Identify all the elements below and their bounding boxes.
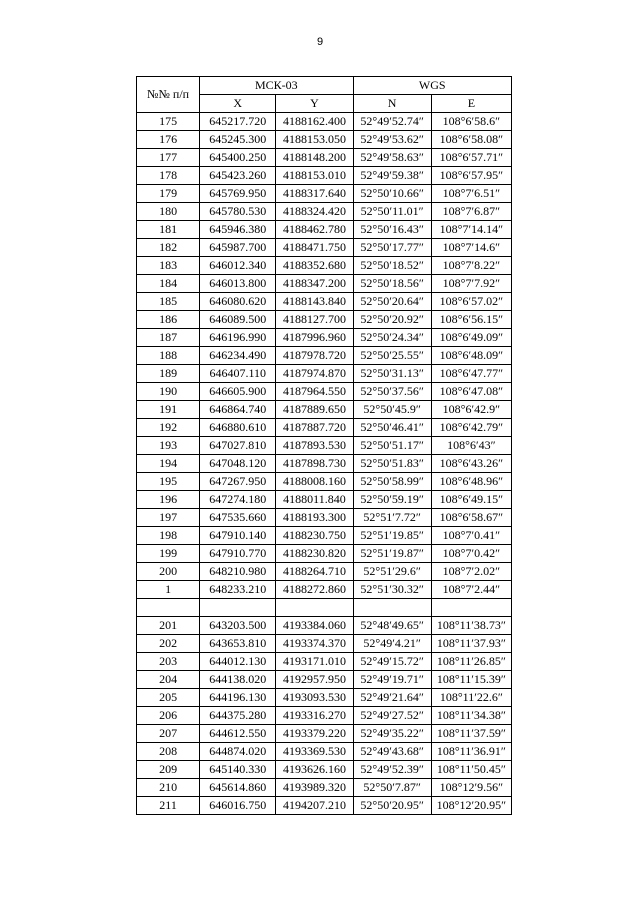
cell-e: 108°7′0.42″ xyxy=(431,545,511,563)
cell-n: 52°50′59.19″ xyxy=(353,491,431,509)
cell-num: 197 xyxy=(137,509,200,527)
cell-num: 176 xyxy=(137,131,200,149)
cell-y: 4193626.160 xyxy=(276,761,353,779)
cell-y: 4188230.750 xyxy=(276,527,353,545)
cell-n: 52°50′10.66″ xyxy=(353,185,431,203)
cell-n: 52°49′4.21″ xyxy=(353,635,431,653)
cell-x: 646605.900 xyxy=(200,383,276,401)
table-row xyxy=(137,797,512,815)
cell-e: 108°7′14.14″ xyxy=(431,221,511,239)
cell-y: 4188008.160 xyxy=(276,473,353,491)
cell-n: 52°51′29.6″ xyxy=(353,563,431,581)
cell-num: 180 xyxy=(137,203,200,221)
cell-n: 52°51′30.32″ xyxy=(353,581,431,599)
cell-num: 177 xyxy=(137,149,200,167)
cell-x: 647274.180 xyxy=(200,491,276,509)
table-row xyxy=(137,779,512,797)
cell-e: 108°6′47.77″ xyxy=(431,365,511,383)
header-group-msk: МСК-03 xyxy=(200,77,353,95)
cell-e: 108°6′58.67″ xyxy=(431,509,511,527)
cell-e: 108°11′15.39″ xyxy=(431,671,511,689)
cell-y: 4188011.840 xyxy=(276,491,353,509)
cell-num: 188 xyxy=(137,347,200,365)
cell-n: 52°51′19.85″ xyxy=(353,527,431,545)
cell-x: 645400.250 xyxy=(200,149,276,167)
cell-n: 52°50′51.83″ xyxy=(353,455,431,473)
cell-e: 108°6′48.09″ xyxy=(431,347,511,365)
cell-n: 52°50′25.55″ xyxy=(353,347,431,365)
cell-e: 108°6′57.02″ xyxy=(431,293,511,311)
cell-e: 108°11′50.45″ xyxy=(431,761,511,779)
cell-y: 4187889.650 xyxy=(276,401,353,419)
cell-n: 52°49′58.63″ xyxy=(353,149,431,167)
cell-y: 4193171.010 xyxy=(276,653,353,671)
cell-num: 1 xyxy=(137,581,200,599)
cell-n: 52°49′35.22″ xyxy=(353,725,431,743)
table-row xyxy=(137,671,512,689)
cell-e: 108°7′6.51″ xyxy=(431,185,511,203)
cell-x: 646089.500 xyxy=(200,311,276,329)
cell-e: 108°7′0.41″ xyxy=(431,527,511,545)
cell-x: 647910.140 xyxy=(200,527,276,545)
cell-x: 648233.210 xyxy=(200,581,276,599)
cell-e: 108°7′2.02″ xyxy=(431,563,511,581)
cell-y: 4188148.200 xyxy=(276,149,353,167)
cell-y: 4188153.050 xyxy=(276,131,353,149)
table-row xyxy=(137,617,512,635)
table-row xyxy=(137,185,512,203)
cell-num: 206 xyxy=(137,707,200,725)
cell-x: 645946.380 xyxy=(200,221,276,239)
cell-e: 108°6′43″ xyxy=(431,437,511,455)
cell-y: 4187887.720 xyxy=(276,419,353,437)
cell-num: 203 xyxy=(137,653,200,671)
table-row xyxy=(137,131,512,149)
cell-x: 644612.550 xyxy=(200,725,276,743)
cell-x: 647267.950 xyxy=(200,473,276,491)
cell-num: 202 xyxy=(137,635,200,653)
cell-y: 4188272.860 xyxy=(276,581,353,599)
cell-x: 645769.950 xyxy=(200,185,276,203)
cell-n: 52°50′20.64″ xyxy=(353,293,431,311)
cell-e xyxy=(431,599,511,617)
cell-e: 108°7′6.87″ xyxy=(431,203,511,221)
cell-n: 52°50′24.34″ xyxy=(353,329,431,347)
cell-n: 52°49′15.72″ xyxy=(353,653,431,671)
cell-num: 207 xyxy=(137,725,200,743)
cell-num: 191 xyxy=(137,401,200,419)
cell-num: 201 xyxy=(137,617,200,635)
cell-x: 645217.720 xyxy=(200,113,276,131)
cell-y: 4193379.220 xyxy=(276,725,353,743)
cell-x: 646407.110 xyxy=(200,365,276,383)
table-row xyxy=(137,203,512,221)
cell-num xyxy=(137,599,200,617)
cell-e: 108°12′9.56″ xyxy=(431,779,511,797)
cell-e: 108°11′26.85″ xyxy=(431,653,511,671)
cell-x: 647535.660 xyxy=(200,509,276,527)
table-row xyxy=(137,689,512,707)
cell-y: 4187893.530 xyxy=(276,437,353,455)
cell-n: 52°50′17.77″ xyxy=(353,239,431,257)
table-row xyxy=(137,581,512,599)
cell-y: 4188347.200 xyxy=(276,275,353,293)
cell-n: 52°50′20.95″ xyxy=(353,797,431,815)
cell-y: 4188230.820 xyxy=(276,545,353,563)
cell-num: 192 xyxy=(137,419,200,437)
table-row xyxy=(137,257,512,275)
cell-n: 52°50′51.17″ xyxy=(353,437,431,455)
cell-x: 645140.330 xyxy=(200,761,276,779)
cell-e: 108°6′48.96″ xyxy=(431,473,511,491)
cell-y: 4187964.550 xyxy=(276,383,353,401)
cell-e: 108°6′42.79″ xyxy=(431,419,511,437)
cell-num: 199 xyxy=(137,545,200,563)
cell-e: 108°6′58.6″ xyxy=(431,113,511,131)
cell-n: 52°49′52.39″ xyxy=(353,761,431,779)
table-row xyxy=(137,455,512,473)
header-e: E xyxy=(431,95,511,113)
table-row xyxy=(137,275,512,293)
table-row xyxy=(137,545,512,563)
cell-y xyxy=(276,599,353,617)
cell-x: 646016.750 xyxy=(200,797,276,815)
cell-x: 646196.990 xyxy=(200,329,276,347)
table-row xyxy=(137,311,512,329)
cell-num: 205 xyxy=(137,689,200,707)
cell-x: 646013.800 xyxy=(200,275,276,293)
table-row xyxy=(137,473,512,491)
cell-x: 644375.280 xyxy=(200,707,276,725)
table-row xyxy=(137,653,512,671)
table-row xyxy=(137,419,512,437)
cell-e: 108°6′42.9″ xyxy=(431,401,511,419)
cell-num: 187 xyxy=(137,329,200,347)
cell-n: 52°50′46.41″ xyxy=(353,419,431,437)
cell-y: 4187996.960 xyxy=(276,329,353,347)
table-row xyxy=(137,437,512,455)
table-row xyxy=(137,383,512,401)
cell-e: 108°6′49.09″ xyxy=(431,329,511,347)
cell-y: 4188462.780 xyxy=(276,221,353,239)
table-row xyxy=(137,509,512,527)
cell-n: 52°50′37.56″ xyxy=(353,383,431,401)
cell-x xyxy=(200,599,276,617)
cell-num: 175 xyxy=(137,113,200,131)
cell-n: 52°50′31.13″ xyxy=(353,365,431,383)
cell-n: 52°49′59.38″ xyxy=(353,167,431,185)
cell-y: 4193384.060 xyxy=(276,617,353,635)
cell-x: 644874.020 xyxy=(200,743,276,761)
cell-n: 52°50′45.9″ xyxy=(353,401,431,419)
cell-n: 52°49′52.74″ xyxy=(353,113,431,131)
cell-n: 52°50′20.92″ xyxy=(353,311,431,329)
cell-e: 108°6′58.08″ xyxy=(431,131,511,149)
cell-x: 646880.610 xyxy=(200,419,276,437)
table-header xyxy=(137,77,512,113)
header-n: N xyxy=(353,95,431,113)
cell-num: 198 xyxy=(137,527,200,545)
cell-e: 108°11′38.73″ xyxy=(431,617,511,635)
cell-e: 108°7′7.92″ xyxy=(431,275,511,293)
cell-num: 186 xyxy=(137,311,200,329)
cell-e: 108°6′49.15″ xyxy=(431,491,511,509)
cell-e: 108°11′34.38″ xyxy=(431,707,511,725)
cell-e: 108°7′8.22″ xyxy=(431,257,511,275)
table-row xyxy=(137,725,512,743)
cell-e: 108°6′56.15″ xyxy=(431,311,511,329)
table-row xyxy=(137,491,512,509)
cell-num: 211 xyxy=(137,797,200,815)
cell-x: 646864.740 xyxy=(200,401,276,419)
table-row xyxy=(137,329,512,347)
table-row xyxy=(137,293,512,311)
cell-y: 4188127.700 xyxy=(276,311,353,329)
table-row xyxy=(137,599,512,617)
table-row xyxy=(137,113,512,131)
cell-y: 4187974.870 xyxy=(276,365,353,383)
cell-e: 108°11′36.91″ xyxy=(431,743,511,761)
cell-x: 645987.700 xyxy=(200,239,276,257)
cell-n: 52°49′53.62″ xyxy=(353,131,431,149)
cell-n: 52°51′19.87″ xyxy=(353,545,431,563)
cell-x: 646012.340 xyxy=(200,257,276,275)
cell-y: 4188471.750 xyxy=(276,239,353,257)
cell-y: 4193374.370 xyxy=(276,635,353,653)
header-group-wgs: WGS xyxy=(353,77,511,95)
cell-num: 194 xyxy=(137,455,200,473)
cell-num: 210 xyxy=(137,779,200,797)
cell-num: 204 xyxy=(137,671,200,689)
cell-n: 52°48′49.65″ xyxy=(353,617,431,635)
table-row xyxy=(137,239,512,257)
cell-num: 209 xyxy=(137,761,200,779)
cell-x: 643203.500 xyxy=(200,617,276,635)
cell-num: 179 xyxy=(137,185,200,203)
cell-x: 645423.260 xyxy=(200,167,276,185)
cell-num: 178 xyxy=(137,167,200,185)
table-row xyxy=(137,635,512,653)
cell-e: 108°6′47.08″ xyxy=(431,383,511,401)
header-x: X xyxy=(200,95,276,113)
cell-y: 4188352.680 xyxy=(276,257,353,275)
cell-num: 181 xyxy=(137,221,200,239)
cell-y: 4193369.530 xyxy=(276,743,353,761)
cell-num: 200 xyxy=(137,563,200,581)
cell-y: 4188162.400 xyxy=(276,113,353,131)
cell-e: 108°11′37.93″ xyxy=(431,635,511,653)
cell-y: 4192957.950 xyxy=(276,671,353,689)
cell-x: 647027.810 xyxy=(200,437,276,455)
cell-num: 185 xyxy=(137,293,200,311)
cell-num: 190 xyxy=(137,383,200,401)
table-row xyxy=(137,527,512,545)
table-row xyxy=(137,563,512,581)
cell-x: 644196.130 xyxy=(200,689,276,707)
cell-num: 184 xyxy=(137,275,200,293)
cell-y: 4187978.720 xyxy=(276,347,353,365)
cell-y: 4193316.270 xyxy=(276,707,353,725)
cell-y: 4188143.840 xyxy=(276,293,353,311)
cell-y: 4188317.640 xyxy=(276,185,353,203)
cell-x: 644012.130 xyxy=(200,653,276,671)
cell-x: 644138.020 xyxy=(200,671,276,689)
cell-e: 108°6′57.71″ xyxy=(431,149,511,167)
cell-e: 108°6′57.95″ xyxy=(431,167,511,185)
cell-x: 646080.620 xyxy=(200,293,276,311)
cell-x: 645780.530 xyxy=(200,203,276,221)
table-row xyxy=(137,365,512,383)
table-row xyxy=(137,743,512,761)
cell-x: 646234.490 xyxy=(200,347,276,365)
cell-num: 193 xyxy=(137,437,200,455)
cell-x: 648210.980 xyxy=(200,563,276,581)
cell-n: 52°49′43.68″ xyxy=(353,743,431,761)
cell-num: 182 xyxy=(137,239,200,257)
cell-num: 208 xyxy=(137,743,200,761)
cell-n: 52°50′18.56″ xyxy=(353,275,431,293)
cell-y: 4193989.320 xyxy=(276,779,353,797)
cell-x: 645245.300 xyxy=(200,131,276,149)
cell-n: 52°50′18.52″ xyxy=(353,257,431,275)
cell-y: 4193093.530 xyxy=(276,689,353,707)
table-body xyxy=(137,113,512,815)
cell-y: 4188324.420 xyxy=(276,203,353,221)
cell-n: 52°50′7.87″ xyxy=(353,779,431,797)
cell-n: 52°50′11.01″ xyxy=(353,203,431,221)
header-y: Y xyxy=(276,95,353,113)
table-row xyxy=(137,221,512,239)
header-num: №№ п/п xyxy=(137,77,200,113)
cell-x: 647048.120 xyxy=(200,455,276,473)
cell-n: 52°49′21.64″ xyxy=(353,689,431,707)
table-row xyxy=(137,167,512,185)
cell-n: 52°51′7.72″ xyxy=(353,509,431,527)
cell-num: 183 xyxy=(137,257,200,275)
cell-y: 4194207.210 xyxy=(276,797,353,815)
cell-e: 108°6′43.26″ xyxy=(431,455,511,473)
table-row xyxy=(137,401,512,419)
cell-e: 108°12′20.95″ xyxy=(431,797,511,815)
cell-n xyxy=(353,599,431,617)
cell-n: 52°50′58.99″ xyxy=(353,473,431,491)
cell-n: 52°49′27.52″ xyxy=(353,707,431,725)
cell-x: 643653.810 xyxy=(200,635,276,653)
cell-n: 52°49′19.71″ xyxy=(353,671,431,689)
cell-num: 195 xyxy=(137,473,200,491)
cell-num: 189 xyxy=(137,365,200,383)
cell-y: 4188264.710 xyxy=(276,563,353,581)
table-row xyxy=(137,761,512,779)
cell-x: 647910.770 xyxy=(200,545,276,563)
table-row xyxy=(137,149,512,167)
cell-e: 108°7′14.6″ xyxy=(431,239,511,257)
cell-num: 196 xyxy=(137,491,200,509)
cell-e: 108°11′37.59″ xyxy=(431,725,511,743)
cell-e: 108°7′2.44″ xyxy=(431,581,511,599)
cell-e: 108°11′22.6″ xyxy=(431,689,511,707)
cell-y: 4187898.730 xyxy=(276,455,353,473)
cell-n: 52°50′16.43″ xyxy=(353,221,431,239)
cell-y: 4188193.300 xyxy=(276,509,353,527)
table-row xyxy=(137,347,512,365)
cell-x: 645614.860 xyxy=(200,779,276,797)
page-number: 9 xyxy=(316,36,324,48)
table-row xyxy=(137,707,512,725)
coordinates-table xyxy=(136,76,512,815)
cell-y: 4188153.010 xyxy=(276,167,353,185)
